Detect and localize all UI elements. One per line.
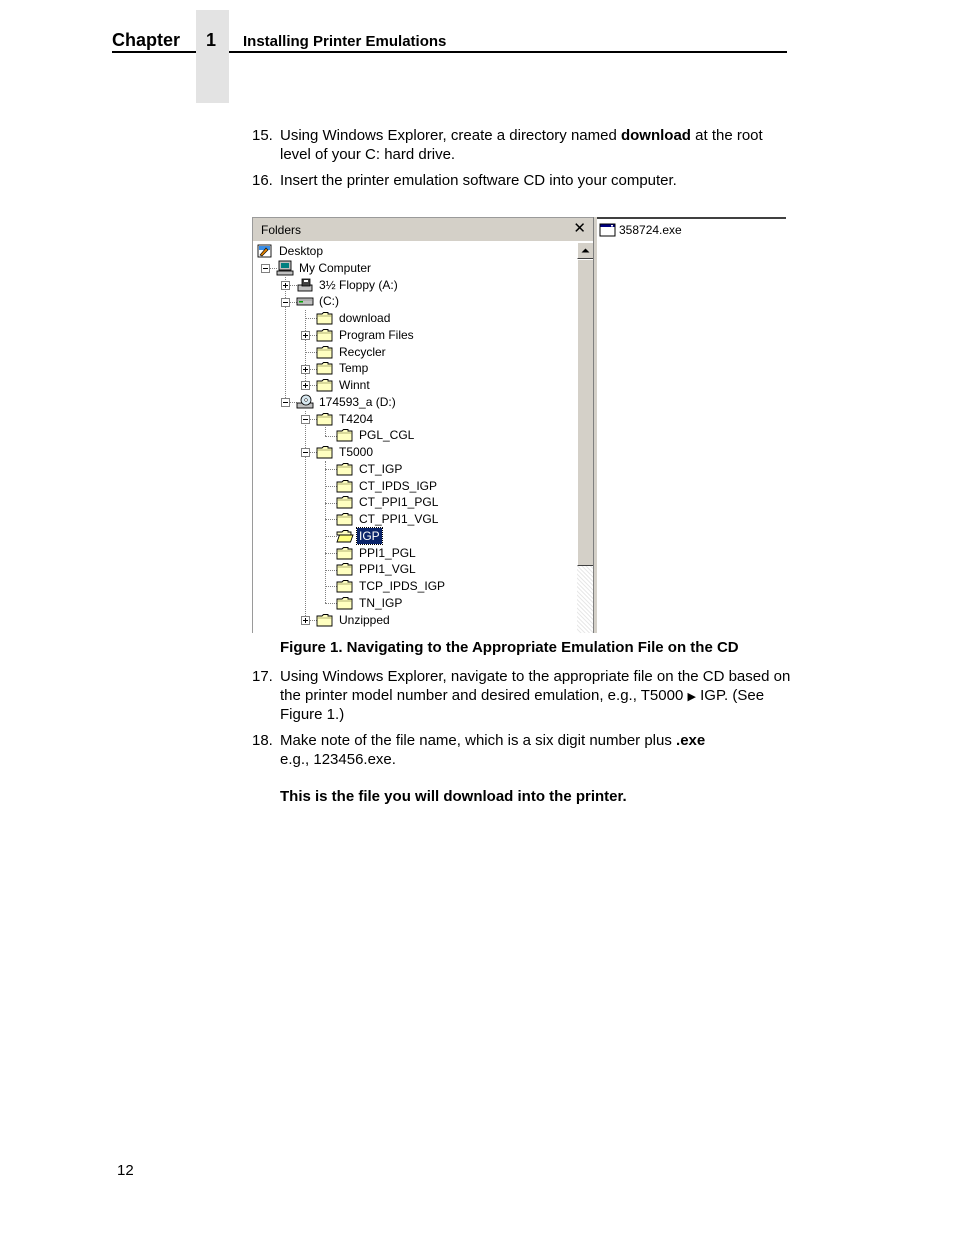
- folder-icon: [336, 511, 354, 527]
- step-16: [252, 172, 792, 191]
- tree-item-label: 174593_a (D:): [319, 394, 396, 409]
- folder-icon: [336, 595, 354, 611]
- folder-icon: [336, 578, 354, 594]
- step-bold-term: .exe: [676, 732, 706, 749]
- chapter-title: Installing Printer Emulations: [243, 33, 447, 50]
- step-note: This is the file you will download into the printer.: [280, 788, 627, 805]
- explorer-screenshot: [252, 217, 786, 633]
- folder-icon: [316, 411, 334, 427]
- tree-item-label: CT_PPI1_VGL: [359, 512, 439, 526]
- file-name: 358724.exe: [619, 223, 682, 237]
- step-number: 17.: [252, 668, 273, 685]
- tree-item-label: T4204: [339, 411, 374, 426]
- collapse-minus-icon[interactable]: [281, 298, 290, 307]
- step-17: [252, 668, 792, 725]
- tree-item-label: Temp: [339, 361, 369, 376]
- tree-item-label: Winnt: [339, 378, 370, 392]
- close-icon[interactable]: ✕: [573, 220, 586, 237]
- step-text: [280, 732, 792, 769]
- cd-drive-icon: [296, 394, 314, 410]
- tree-item-label: Program Files: [339, 327, 414, 342]
- tree-item-label: CT_IGP: [359, 461, 403, 476]
- collapse-minus-icon[interactable]: [281, 398, 290, 407]
- tree-item-label: Recycler: [339, 344, 386, 359]
- step-bold-term: download: [620, 127, 691, 144]
- tree-item-label: Desktop: [279, 244, 324, 258]
- folder-icon: [316, 310, 334, 326]
- folder-icon: [316, 360, 334, 376]
- folder-icon: [336, 478, 354, 494]
- scroll-up-arrow[interactable]: [577, 242, 594, 259]
- tree-item-label: download: [339, 311, 391, 325]
- tree-item-label: IGP: [359, 528, 380, 543]
- tree-item-label: TN_IGP: [359, 595, 403, 610]
- expand-plus-icon[interactable]: [301, 365, 310, 374]
- files-pane: [597, 217, 786, 633]
- header-rule-left: [112, 51, 196, 53]
- tree-item-label: PPI1_PGL: [359, 545, 416, 560]
- vertical-scrollbar[interactable]: [577, 242, 594, 633]
- folder-icon: [336, 561, 354, 577]
- collapse-minus-icon[interactable]: [301, 415, 310, 424]
- chevron-up-icon: [578, 243, 593, 258]
- step-18: [252, 732, 792, 769]
- folder-icon: [316, 444, 334, 460]
- tree-item-label: PPI1_VGL: [359, 562, 416, 577]
- folder-icon: [316, 344, 334, 360]
- tree-item-label: My Computer: [299, 260, 372, 275]
- folder-icon: [336, 461, 354, 477]
- tree-item-label: PGL_CGL: [359, 428, 415, 443]
- figure-caption: Figure 1. Navigating to the Appropriate Emulation File on the CD: [280, 639, 739, 656]
- step-text-part: Using Windows Explorer, create a directory named: [280, 127, 621, 144]
- folder-icon: [336, 494, 354, 510]
- folder-icon: [316, 377, 334, 393]
- expand-plus-icon[interactable]: [301, 616, 310, 625]
- folder-icon: [316, 612, 334, 628]
- tree-item-label: CT_IPDS_IGP: [359, 478, 438, 493]
- hard-drive-icon: [296, 293, 314, 309]
- computer-icon: [276, 260, 294, 276]
- expand-plus-icon[interactable]: [301, 331, 310, 340]
- tree-connector: [285, 277, 286, 403]
- tree-item-label: CT_PPI1_PGL: [359, 495, 439, 510]
- step-text-part: e.g., 123456.exe.: [280, 750, 396, 768]
- folders-pane: [252, 217, 594, 633]
- step-15: [252, 127, 792, 164]
- chapter-label: Chapter: [112, 30, 181, 50]
- desktop-icon: [256, 243, 274, 259]
- step-text: Insert the printer emulation software CD into your computer.: [280, 172, 677, 189]
- chapter-tab: [196, 10, 229, 103]
- folders-pane-title: Folders: [261, 223, 302, 237]
- tree-connector: [305, 310, 306, 385]
- page-number: 12: [117, 1162, 134, 1179]
- step-number: 18.: [252, 732, 273, 749]
- folder-tree: [253, 243, 575, 633]
- step-text-part: Make note of the file name, which is a six digit number plus: [280, 732, 677, 749]
- step-text: [280, 668, 792, 725]
- floppy-drive-icon: [296, 277, 314, 293]
- chapter-number: 1: [206, 30, 217, 50]
- folder-icon: [336, 545, 354, 561]
- folder-icon: [336, 427, 354, 443]
- expand-plus-icon[interactable]: [281, 281, 290, 290]
- tree-item-label: T5000: [339, 445, 374, 459]
- tree-connector: [325, 461, 326, 603]
- step-text-part: IGP. (See Figure 1.): [280, 686, 765, 723]
- step-number: 15.: [252, 127, 273, 144]
- collapse-minus-icon[interactable]: [261, 264, 270, 273]
- tree-item-label: (C:): [319, 294, 339, 309]
- expand-plus-icon[interactable]: [301, 381, 310, 390]
- tree-item-label: TCP_IPDS_IGP: [359, 579, 446, 593]
- tree-item-label: 3½ Floppy (A:): [319, 277, 398, 292]
- arrow-right-icon: ▶: [687, 690, 696, 703]
- scroll-thumb[interactable]: [577, 259, 594, 566]
- header-rule-right: [229, 51, 787, 53]
- step-text-part: at the root level of your C: hard drive.: [280, 127, 763, 163]
- executable-file-icon: [599, 222, 617, 238]
- folders-pane-header: [253, 218, 594, 241]
- step-number: 16.: [252, 172, 273, 189]
- collapse-minus-icon[interactable]: [301, 448, 310, 457]
- step-text-part: Using Windows Explorer, navigate to the appropriate file on the CD based on the printer model number and desired emulation, e.g., T5000: [280, 668, 791, 704]
- tree-item-label: Unzipped: [339, 612, 390, 627]
- folder-icon: [316, 327, 334, 343]
- step-text: [280, 127, 792, 164]
- tree-connector: [305, 411, 306, 620]
- tree-connector: [325, 427, 326, 435]
- open-folder-icon: [336, 528, 354, 544]
